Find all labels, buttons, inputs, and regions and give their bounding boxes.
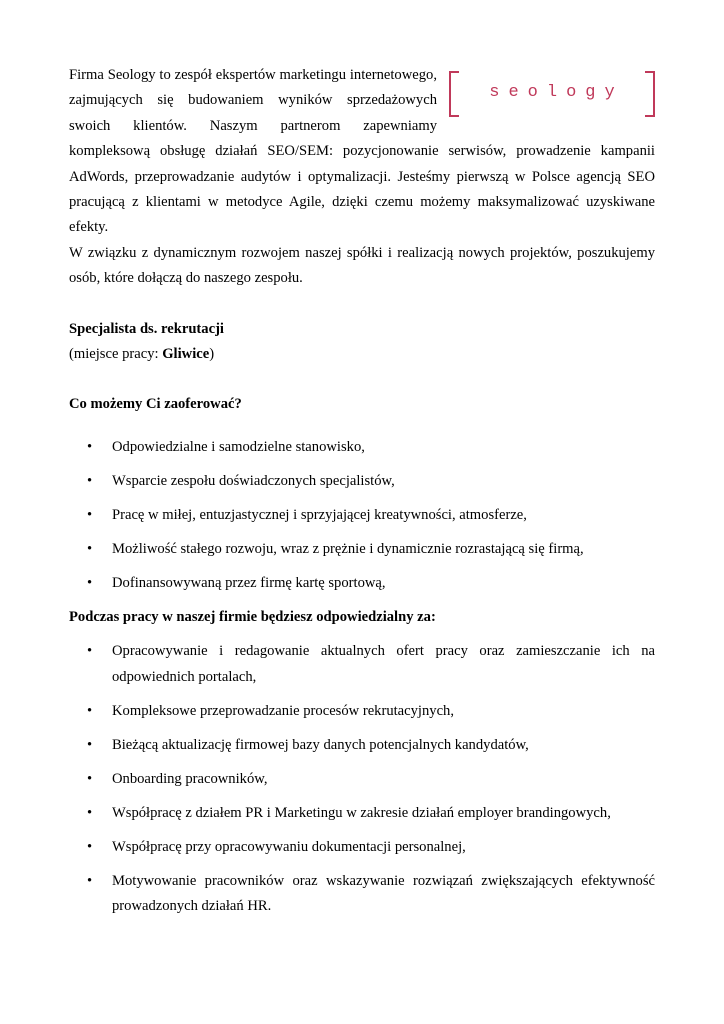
list-item-text: Możliwość stałego rozwoju, wraz z prężnie i dynamicznie rozrastającą się firmą,	[112, 540, 584, 557]
list-item	[69, 537, 655, 562]
bullet-icon: •	[87, 838, 93, 855]
bullet-icon: •	[87, 702, 93, 719]
list-item	[69, 639, 655, 690]
list-item	[69, 469, 655, 494]
list-item	[69, 835, 655, 860]
intro-paragraph: Firma Seology to zespół ekspertów marketingu internetowego, zajmujących się budowaniem wyników sprzedażowych swoich klientów. Naszym partnerom zapewniamy kompleksową obsługę działań SEO/SEM: pozycjonowanie serwisów, prowadzenie kampanii AdWords, przeprowadzanie audytów i optymalizacji. Jesteśmy pierwszą w Polsce agencją SEO pracującą z klientami w metodyce Agile, dzięki czemu możemy maksymalizować uzyskiwane efekty.	[69, 67, 655, 236]
bullet-icon: •	[87, 770, 93, 787]
bullet-icon: •	[87, 506, 93, 523]
bullet-icon: •	[87, 872, 93, 889]
logo-wordmark: seology	[489, 83, 624, 102]
job-title: Specjalista ds. rekrutacji	[69, 320, 224, 337]
duties-list	[69, 639, 655, 919]
logo-bracket-right	[645, 71, 655, 117]
bullet-icon: •	[87, 736, 93, 753]
list-item-text: Opracowywanie i redagowanie aktualnych ofert pracy oraz zamieszczanie ich na odpowiednich portalach,	[112, 643, 655, 685]
offer-heading: Co możemy Ci zaoferować?	[69, 396, 242, 413]
list-item	[69, 699, 655, 724]
bullet-icon: •	[87, 574, 93, 591]
list-item	[69, 571, 655, 596]
list-item	[69, 435, 655, 460]
list-item-text: Współpracę z działem PR i Marketingu w zakresie działań employer brandingowych,	[112, 804, 611, 821]
list-item	[69, 503, 655, 528]
list-item-text: Onboarding pracowników,	[112, 770, 268, 787]
bullet-icon: •	[87, 472, 93, 489]
bullet-icon: •	[87, 540, 93, 557]
list-item-text: Dofinansowywaną przez firmę kartę sportową,	[112, 574, 386, 591]
bullet-icon: •	[87, 643, 93, 660]
list-item	[69, 733, 655, 758]
list-item	[69, 869, 655, 920]
list-item-text: Wsparcie zespołu doświadczonych specjalistów,	[112, 472, 395, 489]
job-location: Gliwice	[162, 346, 210, 363]
list-item-text: Odpowiedzialne i samodzielne stanowisko,	[112, 438, 365, 455]
location-prefix: (miejsce pracy:	[69, 346, 163, 363]
list-item-text: Motywowanie pracowników oraz wskazywanie rozwiązań zwiększających efektywność prowadzonych działań HR.	[112, 872, 655, 915]
document-page	[69, 63, 655, 928]
list-item-text: Pracę w miłej, entuzjastycznej i sprzyjającej kreatywności, atmosferze,	[112, 506, 527, 523]
list-item	[69, 767, 655, 792]
list-item-text: Bieżącą aktualizację firmowej bazy danych potencjalnych kandydatów,	[112, 736, 529, 753]
duties-heading: Podczas pracy w naszej firmie będziesz odpowiedzialny za:	[69, 608, 436, 625]
intro-paragraph-2: W związku z dynamicznym rozwojem naszej spółki i realizacją nowych projektów, poszukujemy osób, które dołączą do naszego zespołu.	[69, 244, 655, 287]
bullet-icon: •	[87, 804, 93, 821]
job-location-line	[69, 342, 655, 367]
list-item	[69, 801, 655, 826]
list-item-text: Kompleksowe przeprowadzanie procesów rekrutacyjnych,	[112, 702, 455, 719]
bullet-icon: •	[87, 438, 93, 455]
list-item-text: Współpracę przy opracowywaniu dokumentacji personalnej,	[112, 838, 466, 855]
offer-list	[69, 435, 655, 596]
location-suffix: )	[209, 346, 215, 363]
seology-logo	[449, 71, 655, 117]
